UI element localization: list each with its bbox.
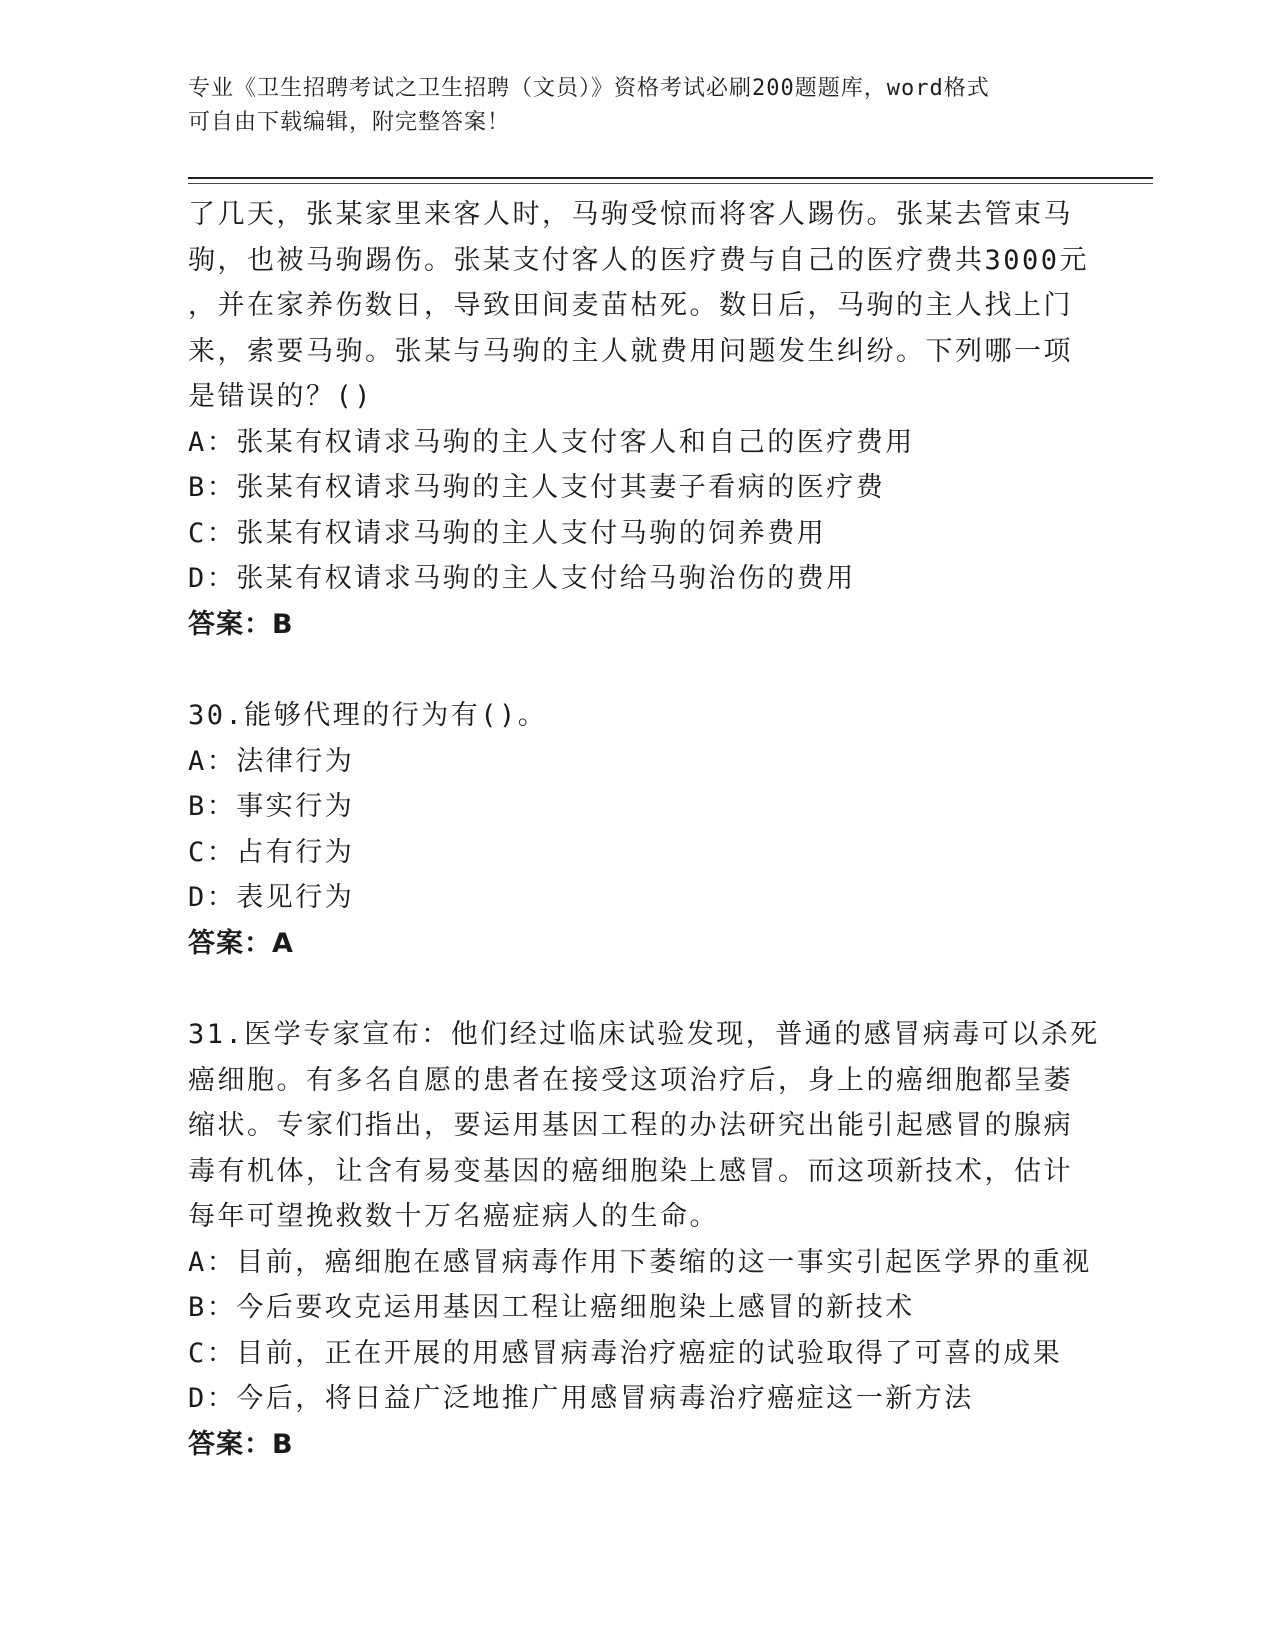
answer-label: 答案：B — [188, 608, 294, 640]
header-divider-thick — [188, 177, 1153, 179]
option-c: C：张某有权请求马驹的主人支付马驹的饲养费用 — [188, 517, 827, 549]
answer-label: 答案：A — [188, 927, 294, 959]
option-d: D：表见行为 — [188, 882, 355, 913]
question-stem-line: 来，索要马驹。张某与马驹的主人就费用问题发生纠纷。下列哪一项 — [188, 335, 1073, 367]
question-stem-line: 了几天，张某家里来客人时，马驹受惊而将客人踢伤。张某去管束马 — [188, 199, 1073, 230]
option-b: B：今后要攻克运用基因工程让癌细胞染上感冒的新技术 — [188, 1292, 915, 1323]
answer-label: 答案：B — [188, 1428, 294, 1460]
question-stem-line: 缩状。专家们指出，要运用基因工程的办法研究出能引起感冒的腺病 — [188, 1110, 1073, 1141]
option-a: A：张某有权请求马驹的主人支付客人和自己的医疗费用 — [188, 426, 915, 458]
question-stem-line: 驹，也被马驹踢伤。张某支付客人的医疗费与自己的医疗费共3000元 — [188, 244, 1090, 276]
question-stem-line: 毒有机体，让含有易变基因的癌细胞染上感冒。而这项新技术，估计 — [188, 1155, 1073, 1187]
option-d: D：张某有权请求马驹的主人支付给马驹治伤的费用 — [188, 563, 856, 594]
question-stem-line: 31.医学专家宣布：他们经过临床试验发现，普通的感冒病毒可以杀死 — [188, 1019, 1100, 1050]
option-a: A：法律行为 — [188, 745, 355, 777]
header-title-line-1: 专业《卫生招聘考试之卫生招聘（文员）》资格考试必刷200题题库，word格式 — [188, 76, 990, 101]
question-stem-line: 是错误的？() — [188, 381, 374, 412]
option-b: B：事实行为 — [188, 791, 355, 822]
header-title-line-2: 可自由下载编辑，附完整答案！ — [188, 110, 511, 135]
question-block-30 — [188, 693, 1088, 966]
question-spacer — [188, 647, 1088, 693]
question-block-29 — [188, 192, 1088, 647]
document-body — [188, 192, 1100, 1467]
question-block-31 — [188, 1012, 1100, 1467]
option-a: A：目前，癌细胞在感冒病毒作用下萎缩的这一事实引起医学界的重视 — [188, 1246, 1092, 1278]
question-stem-line: 每年可望挽救数十万名癌症病人的生命。 — [188, 1201, 719, 1232]
question-stem-line: 30.能够代理的行为有()。 — [188, 700, 548, 731]
option-b: B：张某有权请求马驹的主人支付其妻子看病的医疗费 — [188, 472, 886, 503]
question-stem-line: ，并在家养伤数日，导致田间麦苗枯死。数日后，马驹的主人找上门 — [188, 290, 1073, 321]
question-stem-line: 癌细胞。有多名自愿的患者在接受这项治疗后，身上的癌细胞都呈萎 — [188, 1064, 1073, 1096]
option-c: C：目前，正在开展的用感冒病毒治疗癌症的试验取得了可喜的成果 — [188, 1337, 1063, 1369]
option-c: C：占有行为 — [188, 836, 355, 868]
header-divider-thin — [188, 183, 1153, 184]
question-spacer — [188, 966, 1088, 1012]
page-header — [188, 72, 1088, 140]
option-d: D：今后，将日益广泛地推广用感冒病毒治疗癌症这一新方法 — [188, 1383, 974, 1414]
